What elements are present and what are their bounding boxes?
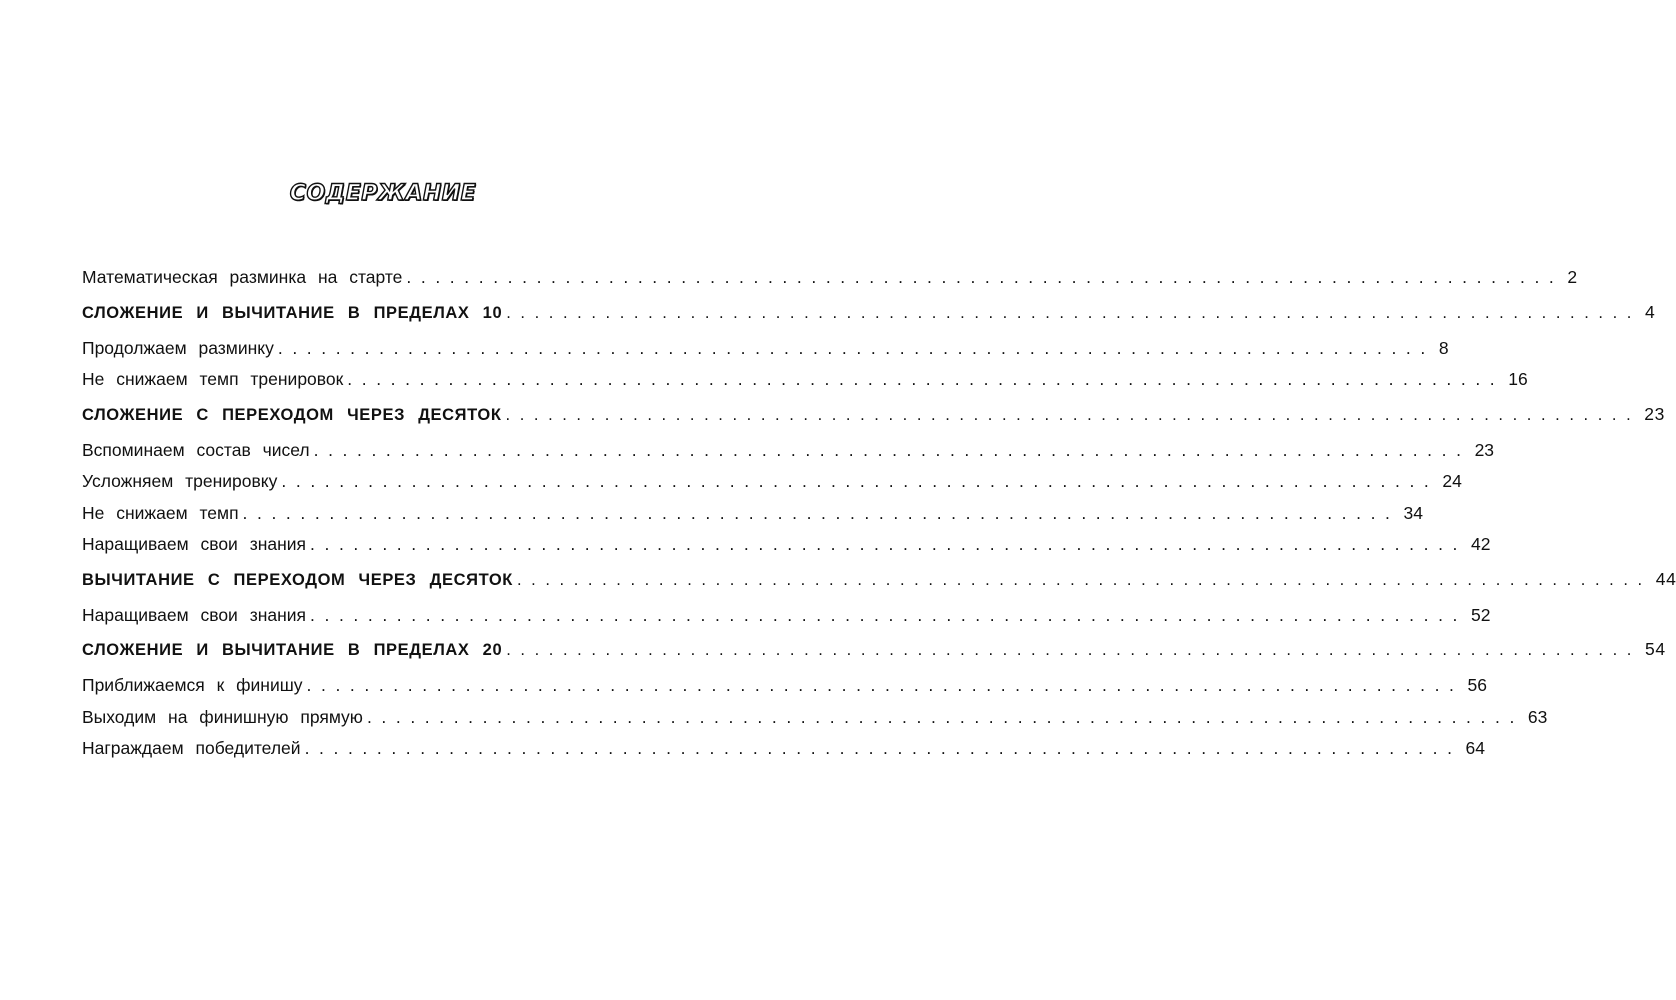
toc-entry-label: Приближаемся к финишу [82, 675, 303, 695]
toc-entry-label: Не снижаем темп [82, 502, 239, 523]
toc-entry [82, 466, 1462, 498]
toc-entry [82, 702, 1548, 734]
toc-page-number: 16 [1508, 369, 1528, 389]
toc-leader-dots: ................................................................................ [505, 405, 1641, 424]
toc-entry-label: СЛОЖЕНИЕ С ПЕРЕХОДОМ ЧЕРЕЗ ДЕСЯТОК [82, 405, 502, 424]
toc-entry-label: СЛОЖЕНИЕ И ВЫЧИТАНИЕ В ПРЕДЕЛАХ 10 [82, 303, 503, 322]
toc-entry-label: Продолжаем разминку [82, 337, 274, 358]
toc-entry-label: Награждаем победителей [82, 738, 301, 758]
toc-leader-dots: ................................................................................ [310, 534, 1467, 554]
toc-section-entry [82, 631, 1666, 668]
toc-leader-dots: ................................................................................ [281, 471, 1439, 491]
toc-page-number: 54 [1644, 639, 1666, 659]
toc-leader-dots: ................................................................................ [304, 738, 1462, 758]
toc-leader-dots: ................................................................................ [306, 675, 1464, 695]
toc-page-number: 2 [1567, 267, 1578, 287]
toc-entry-label: Выходим на финишную прямую [82, 706, 363, 727]
toc-entry [82, 498, 1423, 530]
toc-entry [82, 600, 1491, 632]
toc-entry [82, 364, 1528, 396]
toc-page-number: 23 [1474, 439, 1495, 460]
toc-leader-dots: ................................................................................ [506, 641, 1641, 659]
toc-entry [82, 435, 1495, 467]
table-of-contents [82, 262, 1676, 765]
toc-entry [82, 670, 1487, 702]
toc-leader-dots: ................................................................................ [242, 502, 1400, 523]
toc-entry [82, 529, 1491, 561]
toc-section-entry [82, 396, 1665, 433]
toc-page-number: 23 [1644, 403, 1665, 424]
toc-page-number: 42 [1471, 534, 1491, 554]
toc-page-number: 8 [1438, 337, 1449, 358]
toc-page-number: 63 [1527, 706, 1548, 727]
toc-entry-label: Вспоминаем состав чисел [82, 439, 310, 460]
toc-leader-dots: ................................................................................ [277, 337, 1435, 358]
toc-entry [82, 733, 1485, 765]
toc-entry [82, 262, 1578, 294]
toc-leader-dots: ................................................................................ [313, 439, 1471, 460]
toc-page-number: 34 [1403, 502, 1423, 523]
toc-entry-label: ВЫЧИТАНИЕ С ПЕРЕХОДОМ ЧЕРЕЗ ДЕСЯТОК [82, 570, 513, 589]
toc-page-number: 56 [1467, 675, 1487, 695]
toc-entry-label: Наращиваем свои знания [82, 604, 307, 625]
toc-page-number: 24 [1442, 471, 1462, 491]
toc-leader-dots: ................................................................................ [506, 303, 1641, 322]
toc-section-entry [82, 561, 1676, 598]
toc-leader-dots: ................................................................................ [366, 706, 1524, 727]
toc-leader-dots: ................................................................................ [310, 604, 1467, 625]
toc-entry [82, 333, 1449, 365]
toc-leader-dots: ................................................................................ [406, 267, 1564, 287]
toc-entry-label: Усложняем тренировку [82, 471, 278, 491]
toc-entry-label: Наращиваем свои знания [82, 534, 307, 554]
toc-section-entry [82, 294, 1656, 331]
toc-page-number: 4 [1644, 301, 1656, 322]
toc-page-number: 64 [1465, 738, 1485, 758]
toc-entry-label: Не снижаем темп тренировок [82, 369, 344, 389]
page-title: СОДЕРЖАНИЕ [289, 181, 477, 206]
toc-entry-label: Математическая разминка на старте [82, 267, 403, 287]
toc-leader-dots: ................................................................................ [347, 369, 1505, 389]
toc-page-number: 44 [1655, 568, 1676, 589]
toc-entry-label: СЛОЖЕНИЕ И ВЫЧИТАНИЕ В ПРЕДЕЛАХ 20 [82, 641, 503, 659]
toc-page-number: 52 [1471, 604, 1491, 625]
toc-leader-dots: ................................................................................ [516, 570, 1652, 589]
